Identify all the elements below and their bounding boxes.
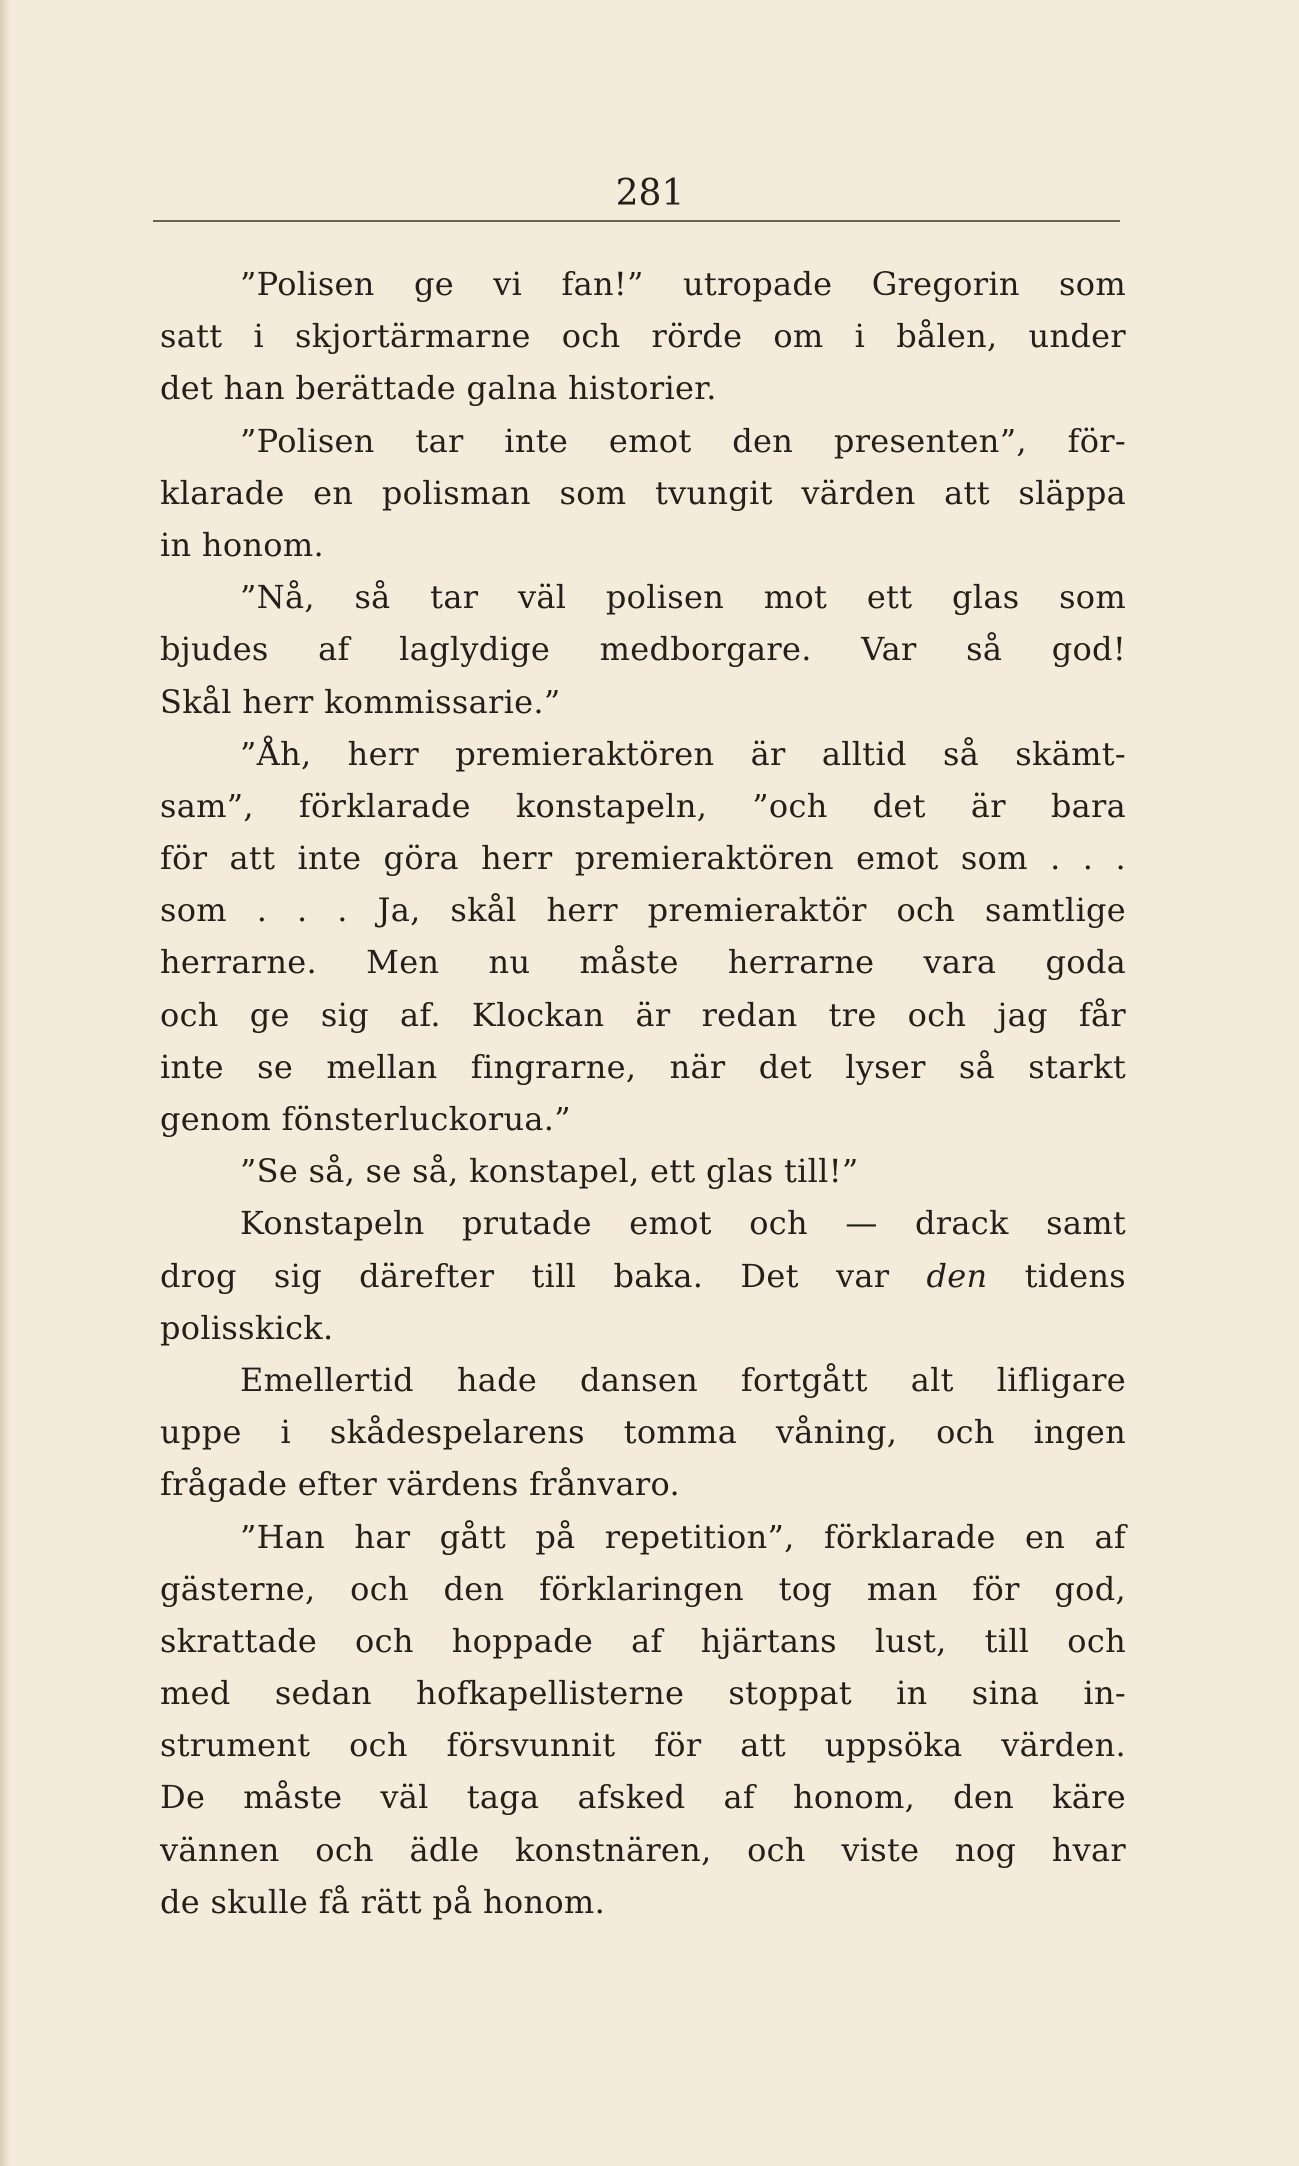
text-line: med sedan hofkapellisterne stoppat in sina in- [160, 1674, 1126, 1713]
text-line: vännen och ädle konstnären, och viste nog hvar [160, 1830, 1126, 1869]
text-line: ”Åh, herr premieraktören är alltid så skämt- [240, 734, 1126, 773]
text-line: Konstapeln prutade emot och — drack samt [240, 1204, 1126, 1243]
text-line: klarade en polisman som tvungit värden att släppa [160, 473, 1126, 512]
text-line: in honom. [160, 525, 324, 564]
text-line: som . . . Ja, skål herr premieraktör och samtlige [160, 891, 1126, 930]
text-line: de skulle få rätt på honom. [160, 1882, 606, 1921]
text-line: ”Han har gått på repetition”, förklarade en af [240, 1517, 1126, 1556]
text-line: skrattade och hoppade af hjärtans lust, till och [160, 1621, 1126, 1660]
text-line: det han berättade galna historier. [160, 369, 717, 408]
text-line: Skål herr kommissarie.” [160, 682, 561, 721]
text-line: Emellertid hade dansen fortgått alt lifligare [240, 1360, 1126, 1399]
text-line: sam”, förklarade konstapeln, ”och det är bara [160, 786, 1126, 825]
emphasized-word: den [926, 1256, 988, 1295]
text-line: och ge sig af. Klockan är redan tre och jag får [160, 995, 1126, 1034]
page-number: 281 [615, 173, 685, 214]
text-line: genom fönsterluckorua.” [160, 1100, 571, 1138]
text-line: polisskick. [160, 1308, 334, 1347]
text-line: inte se mellan fingrarne, när det lyser så starkt [160, 1047, 1126, 1086]
text-line: uppe i skådespelarens tomma våning, och ingen [160, 1413, 1126, 1452]
text-line: satt i skjortärmarne och rörde om i bålen, under [160, 317, 1126, 356]
text-line: ”Polisen tar inte emot den presenten”, för- [240, 421, 1126, 460]
text-line: för att inte göra herr premieraktören emot som . . . [160, 839, 1126, 878]
text-line: strument och försvunnit för att uppsöka värden. [160, 1726, 1126, 1765]
text-line: ”Se så, se så, konstapel, ett glas till!” [240, 1152, 859, 1191]
text-line: herrarne. Men nu måste herrarne vara goda [160, 943, 1126, 982]
text-line: ”Polisen ge vi fan!” utropade Gregorin som [240, 265, 1126, 303]
text-line: ”Nå, så tar väl polisen mot ett glas som [240, 578, 1126, 617]
text-line: frågade efter värdens frånvaro. [160, 1465, 680, 1504]
text-line: drog sig därefter till baka. Det var den tidens [160, 1256, 1126, 1295]
page-edge [0, 0, 10, 2166]
text-line: De måste väl taga afsked af honom, den käre [160, 1778, 1126, 1817]
body-text [160, 258, 1126, 1928]
text-line: bjudes af laglydige medborgare. Var så god! [160, 630, 1126, 669]
header-rule [153, 220, 1120, 222]
text-line: gästerne, och den förklaringen tog man för god, [160, 1569, 1126, 1608]
